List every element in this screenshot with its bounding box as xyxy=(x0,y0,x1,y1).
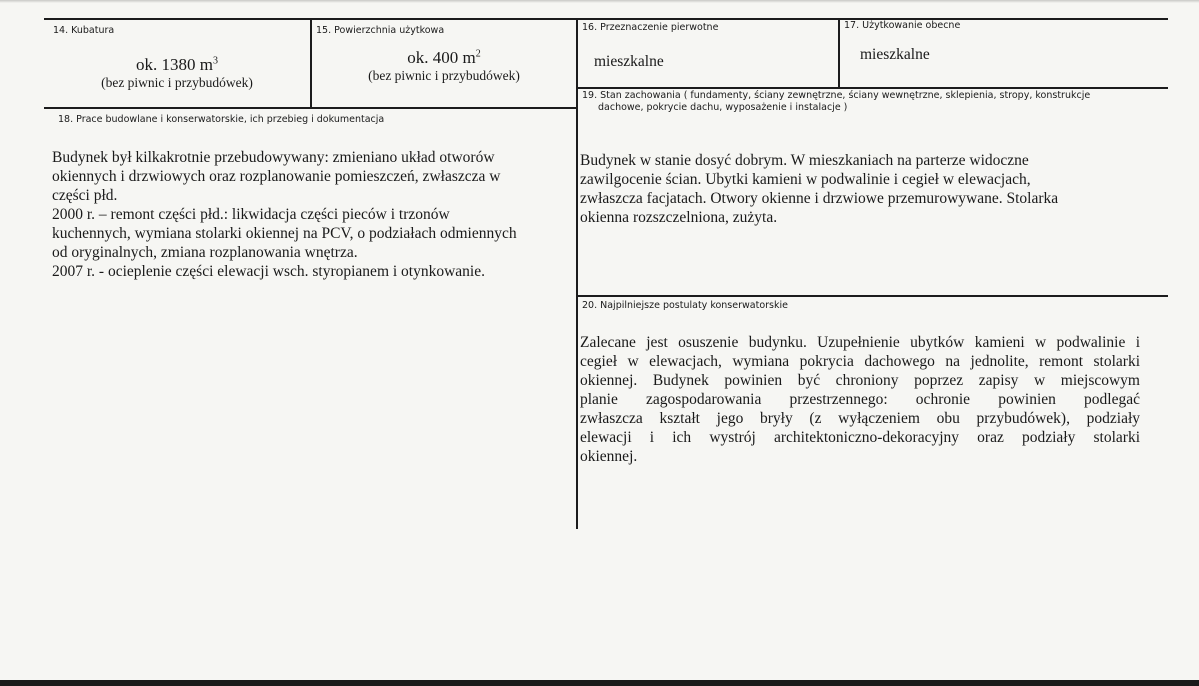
row1-bottom-border-right xyxy=(576,87,1168,89)
f15-value xyxy=(312,48,576,68)
f20-line: okiennej. Budynek powinien być chroniony poprzez zapisy w miejscowym xyxy=(580,372,1140,389)
f19-line: zawilgocenie ścian. Ubytki kamieni w podwalinie i cegieł w elewacjach, xyxy=(580,171,1031,188)
left-column-divider xyxy=(576,18,578,529)
f19-label-line2: dachowe, pokrycie dachu, wyposażenie i instalacje ) xyxy=(598,102,848,113)
f20-line: cegieł w elewacjach, wymiana pokrycia dachowego na jednolite, remont stolarki xyxy=(580,353,1140,370)
f18-line: od oryginalnych, zmiana rozplanowania wnętrza. xyxy=(52,244,358,261)
f14-value xyxy=(44,55,310,75)
f20-line: okiennej. xyxy=(580,448,638,465)
f15-value-sup: 2 xyxy=(475,48,481,60)
f20-line: planie zagospodarowania przestrzennego: ochronie powinien podlegać xyxy=(580,391,1140,408)
f17-label: 17. Użytkowanie obecne xyxy=(844,20,961,31)
f15-value-text: ok. 400 m xyxy=(407,48,476,67)
row1-divider-16-17 xyxy=(838,18,840,88)
f19-label-line1: 19. Stan zachowania ( fundamenty, ściany zewnętrzne, ściany wewnętrzne, sklepienia, stropy, konstrukcje xyxy=(582,90,1091,101)
f19-text xyxy=(580,151,1155,227)
f15-label: 15. Powierzchnia użytkowa xyxy=(316,25,445,36)
f14-label: 14. Kubatura xyxy=(53,25,115,36)
f18-line: 2007 r. - ocieplenie części elewacji wsch. styropianem i otynkowanie. xyxy=(52,263,485,280)
f18-text xyxy=(52,148,572,281)
f20-line: zwłaszcza kształt jego bryły (z wyłączeniem obu przybudówek), podziały xyxy=(580,410,1140,427)
f19-line: zwłaszcza facjatach. Otwory okienne i drzwiowe przemurowywane. Stolarka xyxy=(580,190,1059,207)
f20-label: 20. Najpilniejsze postulaty konserwatorskie xyxy=(582,300,788,311)
f20-line: elewacji i ich wystrój architektoniczno-dekoracyjny oraz podziały stolarki xyxy=(580,429,1140,446)
f14-value-sup: 3 xyxy=(212,55,218,67)
f18-line: kuchennych, wymiana stolarki okiennej na PCV, o podziałach odmiennych xyxy=(52,225,517,242)
f20-text xyxy=(580,333,1140,466)
f20-line: Zalecane jest osuszenie budynku. Uzupełnienie ubytków kamieni w podwalinie i xyxy=(580,334,1140,351)
f16-label: 16. Przeznaczenie pierwotne xyxy=(582,22,719,33)
f18-label: 18. Prace budowlane i konserwatorskie, ich przebieg i dokumentacja xyxy=(58,114,385,125)
f18-line: 2000 r. – remont części płd.: likwidacja części pieców i trzonów xyxy=(52,206,450,223)
row1-bottom-border-left xyxy=(44,107,577,109)
f15-note: (bez piwnic i przybudówek) xyxy=(368,68,520,83)
row1-top-border xyxy=(44,18,1168,20)
f20-top-border xyxy=(576,295,1168,297)
f14-value-text: ok. 1380 m xyxy=(136,55,213,74)
scan-edge xyxy=(0,0,1199,3)
f18-line: części płd. xyxy=(52,187,118,204)
scan-bottom-edge xyxy=(0,680,1199,686)
f19-line: Budynek w stanie dosyć dobrym. W mieszkaniach na parterze widoczne xyxy=(580,152,1029,169)
f16-value: mieszkalne xyxy=(594,53,664,70)
f17-value: mieszkalne xyxy=(860,46,930,63)
f19-line: okienna rozszczelniona, zużyta. xyxy=(580,209,778,226)
f18-line: okiennych i drzwiowych oraz rozplanowanie pomieszczeń, zwłaszcza w xyxy=(52,168,501,185)
f14-note: (bez piwnic i przybudówek) xyxy=(101,75,253,90)
f18-line: Budynek był kilkakrotnie przebudowywany: zmieniano układ otworów xyxy=(52,149,495,166)
